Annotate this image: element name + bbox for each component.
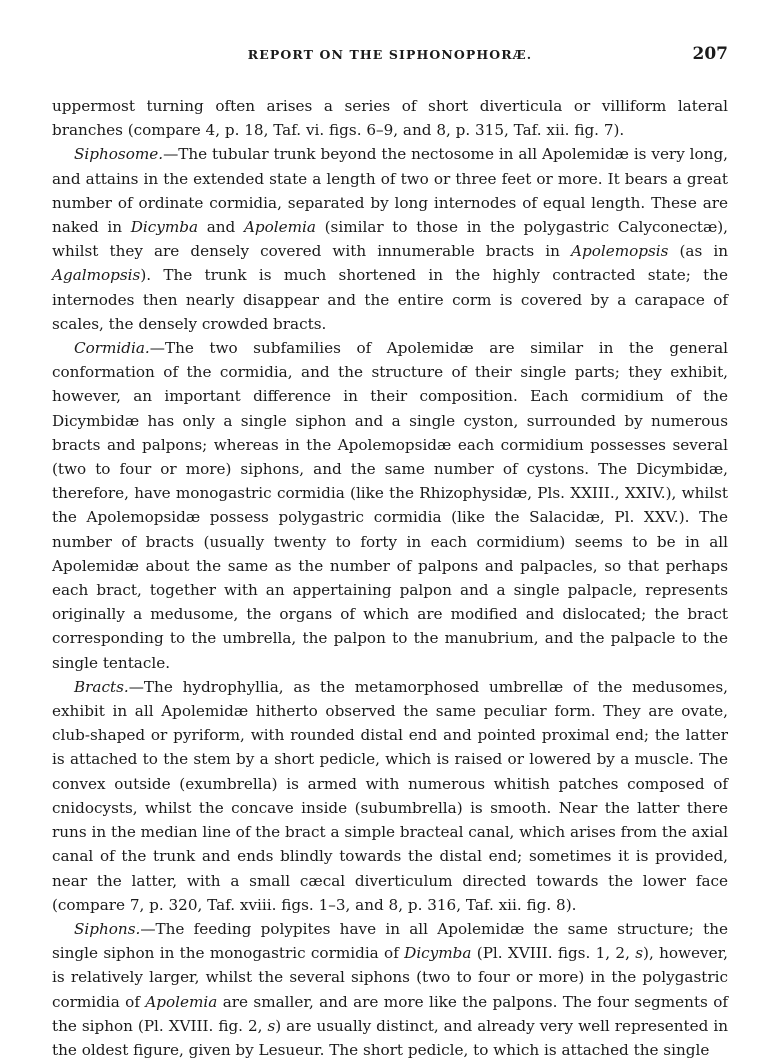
running-title: REPORT ON THE SIPHONOPHORÆ. bbox=[247, 47, 533, 62]
taxon-name: Apolemia bbox=[243, 218, 316, 237]
taxon-name: Dicymba bbox=[404, 944, 472, 963]
paragraph-siphosome bbox=[52, 142, 728, 336]
page-number: 207 bbox=[692, 44, 728, 64]
section-lead-cormidia: Cormidia. bbox=[74, 339, 150, 358]
running-head bbox=[52, 44, 728, 74]
text-segment: (Pl. XVIII. figs. 1, 2, bbox=[471, 944, 636, 963]
taxon-name: Apolemopsis bbox=[571, 242, 669, 261]
taxon-name: Agalmopsis bbox=[52, 266, 141, 285]
text-segment: uppermost turning often arises a series of short diverticula or villiform lateral branches (compare 4, p. 18, Taf. vi. figs. 6–9, and 8, p. 315, Taf. xii. fig. 7). bbox=[52, 97, 728, 140]
taxon-name: Apolemia bbox=[145, 992, 218, 1011]
section-lead-siphosome: Siphosome. bbox=[74, 145, 164, 164]
text-segment: ) are usually distinct, and already very well represented in the oldest figure, given by Lesueur. The short pedicle, to which is attached the single bbox=[52, 1016, 728, 1059]
paragraph-cormidia bbox=[52, 336, 728, 675]
paragraph-siphons bbox=[52, 917, 728, 1062]
text-segment: ), however, is relatively larger, whilst the several siphons (two to four or more) in the polygastric cormidia of bbox=[52, 944, 728, 1011]
text-segment: (as in bbox=[668, 242, 728, 261]
figure-label: s bbox=[267, 1016, 276, 1035]
text-segment: ). The trunk is much shortened in the highly contracted state; the internodes then nearly disappear and the entire corm is covered by a carapace of scales, the densely crowded bracts. bbox=[52, 266, 728, 333]
section-lead-siphons: Siphons. bbox=[74, 919, 141, 938]
paragraph-continuation bbox=[52, 94, 728, 142]
section-lead-bracts: Bracts. bbox=[74, 677, 129, 696]
text-segment: and bbox=[198, 218, 244, 237]
body-text bbox=[52, 94, 728, 1062]
text-segment: —The two subfamilies of Apolemidæ are similar in the general conformation of the cormidia, and the structure of their single parts; they exhibit, however, an important difference in their composition. Each cormidium of the Dicymbidæ has only a single siphon and a single cyston, surrounded by numerous bracts and palpons; whereas in the Apolemopsidæ each cormidium possesses several (two to four or more) siphons, and the same number of cystons. The Dicymbidæ, therefore, have monogastric cormidia (like the Rhizophysidæ, Pls. XXIII., XXIV.), whilst the Apolemopsidæ possess polygastric cormidia (like the Salacidæ, Pl. XXV.). The number of bracts (usually twenty to forty in each cormidium) seems to be in all Apolemidæ about the same as the number of palpons and palpacles, so that perhaps each bract, together with an appertaining palpon and a single palpacle, represents originally a medusome, the organs of which are modified and dislocated; the bract corresponding to the umbrella, the palpon to the manubrium, and the palpacle to the single tentacle. bbox=[52, 339, 728, 672]
paragraph-bracts bbox=[52, 675, 728, 917]
text-segment: —The tubular trunk beyond the nectosome in all Apolemidæ is very long, and attains in the extended state a length of two or three feet or more. It bears a great number of ordinate cormidia, separated by long internodes of equal length. These are naked in bbox=[52, 145, 728, 237]
text-segment: (similar to those in the polygastric Calyconectæ), whilst they are densely covered with innumerable bracts in bbox=[52, 218, 728, 261]
figure-label: s bbox=[635, 944, 644, 963]
text-segment: are smaller, and are more like the palpons. The four segments of the siphon (Pl. XVIII. fig. 2, bbox=[52, 992, 728, 1035]
text-segment: —The hydrophyllia, as the metamorphosed umbrellæ of the medusomes, exhibit in all Apolemidæ hitherto observed the same peculiar form. They are ovate, club-shaped or pyriform, with rounded distal end and pointed proximal end; the latter is attached to the stem by a short pedicle, which is raised or lowered by a muscle. The convex outside (exumbrella) is armed with numerous whitish patches composed of cnidocysts, whilst the concave inside (subumbrella) is smooth. Near the latter there runs in the median line of the bract a simple bracteal canal, which arises from the axial canal of the trunk and ends blindly towards the distal end; sometimes it is provided, near the latter, with a small cæcal diverticulum directed towards the lower face (compare 7, p. 320, Taf. xviii. figs. 1–3, and 8, p. 316, Taf. xii. fig. 8). bbox=[52, 677, 728, 914]
text-segment: —The feeding polypites have in all Apolemidæ the same structure; the single siphon in the monogastric cormidia of bbox=[52, 919, 728, 963]
taxon-name: Dicymba bbox=[130, 218, 199, 237]
